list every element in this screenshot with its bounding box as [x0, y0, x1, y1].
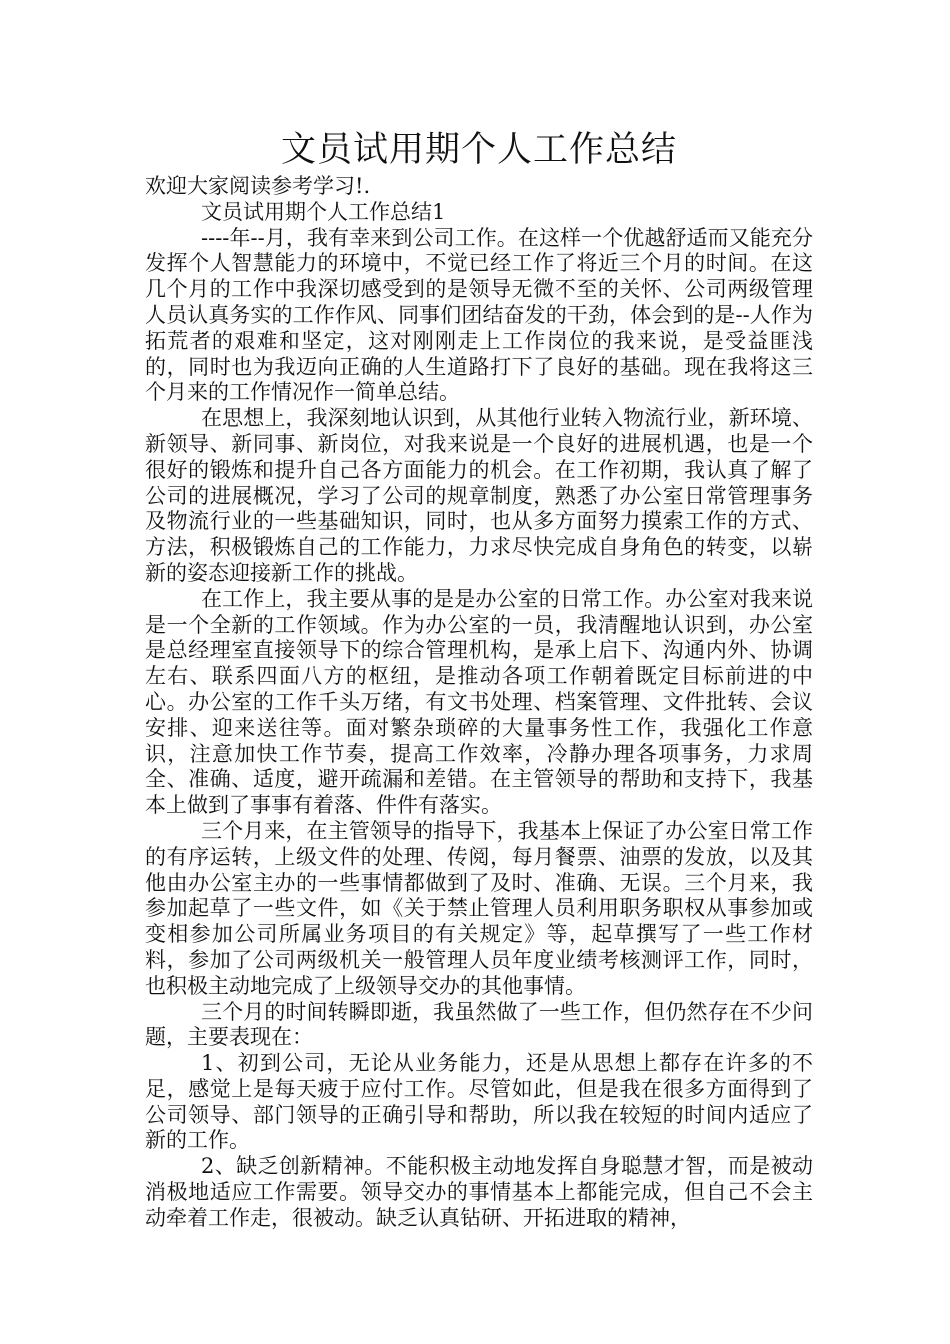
paragraph: 三个月来，在主管领导的指导下，我基本上保证了办公室日常工作的有序运转，上级文件的处理、传阅，每月餐票、油票的发放，以及其他由办公室主办的一些事情都做到了及时、准确、无误。三个月来，我参加起草了一些文件，如《关于禁止管理人员利用职务职权从事参加或变相参加公司所属业务项目的有关规定》等，起草撰写了一些工作材料，参加了公司两级机关一般管理人员年度业绩考核测评工作，同时，也积极主动地完成了上级领导交办的其他事情。 [145, 818, 813, 998]
paragraph: 在工作上，我主要从事的是是办公室的日常工作。办公室对我来说是一个全新的工作领域。作为办公室的一员，我清醒地认识到，办公室是总经理室直接领导下的综合管理机构，是承上启下、沟通内外、协调左右、联系四面八方的枢纽，是推动各项工作朝着既定目标前进的中心。办公室的工作千头万绪，有文书处理、档案管理、文件批转、会议安排、迎来送往等。面对繁杂琐碎的大量事务性工作，我强化工作意识，注意加快工作节奏，提高工作效率，冷静办理各项事务，力求周全、准确、适度，避开疏漏和差错。在主管领导的帮助和支持下，我基本上做到了事事有着落、件件有落实。 [145, 586, 813, 818]
intro-line: 欢迎大家阅读参考学习!. [145, 174, 371, 198]
paragraph: 三个月的时间转瞬即逝，我虽然做了一些工作，但仍然存在不少问题，主要表现在： [145, 999, 813, 1050]
list-item: 1、初到公司，无论从业务能力，还是从思想上都存在许多的不足，感觉上是每天疲于应付工作。尽管如此，但是我在很多方面得到了公司领导、部门领导的正确引导和帮助，所以我在较短的时间内适应了新的工作。 [145, 1051, 813, 1153]
paragraph: ----年--月，我有幸来到公司工作。在这样一个优越舒适而又能充分发挥个人智慧能力的环境中，不觉已经工作了将近三个月的时间。在这几个月的工作中我深切感受到的是领导无微不至的关怀、公司两级管理人员认真务实的工作作风、同事们团结奋发的干劲，体会到的是--人作为拓荒者的艰难和坚定，这对刚刚走上工作岗位的我来说，是受益匪浅的，同时也为我迈向正确的人生道路打下了良好的基础。现在我将这三个月来的工作情况作一简单总结。 [145, 225, 813, 405]
document-title: 文员试用期个人工作总结 [280, 130, 677, 170]
list-item: 2、缺乏创新精神。不能积极主动地发挥自身聪慧才智，而是被动消极地适应工作需要。领导交办的事情基本上都能完成，但自己不会主动牵着工作走，很被动。缺乏认真钻研、开拓进取的精神， [145, 1154, 813, 1230]
section-subtitle: 文员试用期个人工作总结1 [201, 199, 446, 224]
document-page [145, 128, 813, 1232]
paragraph: 在思想上，我深刻地认识到，从其他行业转入物流行业，新环境、新领导、新同事、新岗位，对我来说是一个良好的进展机遇，也是一个很好的锻炼和提升自己各方面能力的机会。在工作初期，我认真了解了公司的进展概况，学习了公司的规章制度，熟悉了办公室日常管理事务及物流行业的一些基础知识，同时，也从多方面努力摸索工作的方式、方法，积极锻炼自己的工作能力，力求尽快完成自身角色的转变，以崭新的姿态迎接新工作的挑战。 [145, 406, 813, 585]
